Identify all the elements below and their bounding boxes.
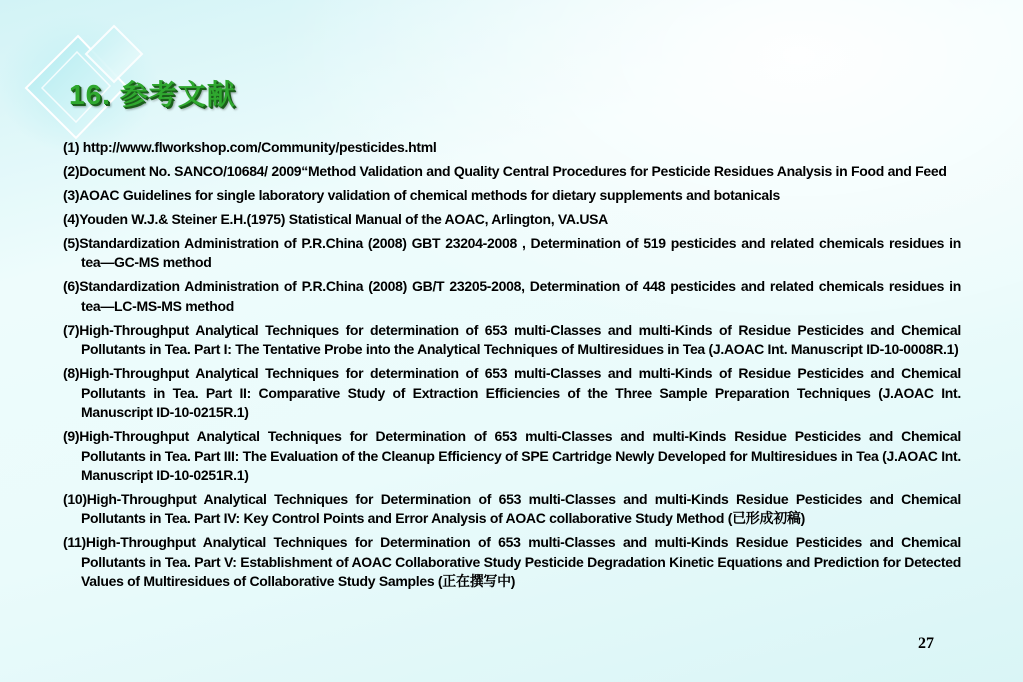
reference-item: (4)Youden W.J.& Steiner E.H.(1975) Statistical Manual of the AOAC, Arlington, VA.USA (63, 210, 608, 227)
reference-item: (8)High-Throughput Analytical Techniques for determination of 653 multi-Classes and multi-Kinds of Residue Pesticides and Chemical Pollutants in Tea. Part II: Comparative Study of Extraction Efficiencies of the Three Sample Preparation Techniques (J.AOAC Int. Manuscript ID-10-0215R.1) (63, 365, 961, 421)
reference-item: (2)Document No. SANCO/10684/ 2009“Method Validation and Quality Central Procedures for Pesticide Residues Analysis in Food and Feed (63, 162, 947, 179)
reference-item: (9)High-Throughput Analytical Techniques for Determination of 653 multi-Classes and multi-Kinds Residue Pesticides and Chemical Pollutants in Tea. Part III: The Evaluation of the Cleanup Efficiency of SPE Cartridge Newly Developed for Multiresidues in Tea (J.AOAC Int. Manuscript ID-10-0251R.1) (63, 428, 961, 483)
reference-item: (6)Standardization Administration of P.R.China (2008) GB/T 23205-2008, Determination of 448 pesticides and related chemicals residues in tea—LC-MS-MS method (63, 278, 961, 314)
reference-item: (5)Standardization Administration of P.R.China (2008) GBT 23204-2008 , Determination of 519 pesticides and related chemicals residues in tea—GC-MS method (63, 234, 961, 271)
decorative-diamonds (0, 0, 170, 150)
reference-item: (7)High-Throughput Analytical Techniques for determination of 653 multi-Classes and multi-Kinds of Residue Pesticides and Chemical Pollutants in Tea. Part I: The Tentative Probe into the Analytical Techniques of Multiresidues in Tea (J.AOAC Int. Manuscript ID-10-0008R.1) (63, 321, 961, 358)
reference-item: (10)High-Throughput Analytical Techniques for Determination of 653 multi-Classes and multi-Kinds Residue Pesticides and Chemical Pollutants in Tea. Part IV: Key Control Points and Error Analysis of AOAC collaborative Study Method (已形成初稿) (63, 490, 961, 527)
slide-title: 16. 参考文献 (69, 79, 236, 110)
reference-item: (1) http://www.flworkshop.com/Community/pesticides.html (63, 139, 437, 155)
reference-item: (3)AOAC Guidelines for single laboratory validation of chemical methods for dietary supplements and botanicals (63, 186, 780, 203)
reference-item: (11)High-Throughput Analytical Techniques for Determination of 653 multi-Classes and multi-Kinds Residue Pesticides and Chemical Pollutants in Tea. Part V: Establishment of AOAC Collaborative Study Pesticide Degradation Kinetic Equations and Prediction for Detected Values of Multiresidues of Collaborative Study Samples (正在撰写中) (63, 534, 961, 590)
reference-list (63, 138, 961, 596)
page-number: 27 (918, 635, 934, 652)
